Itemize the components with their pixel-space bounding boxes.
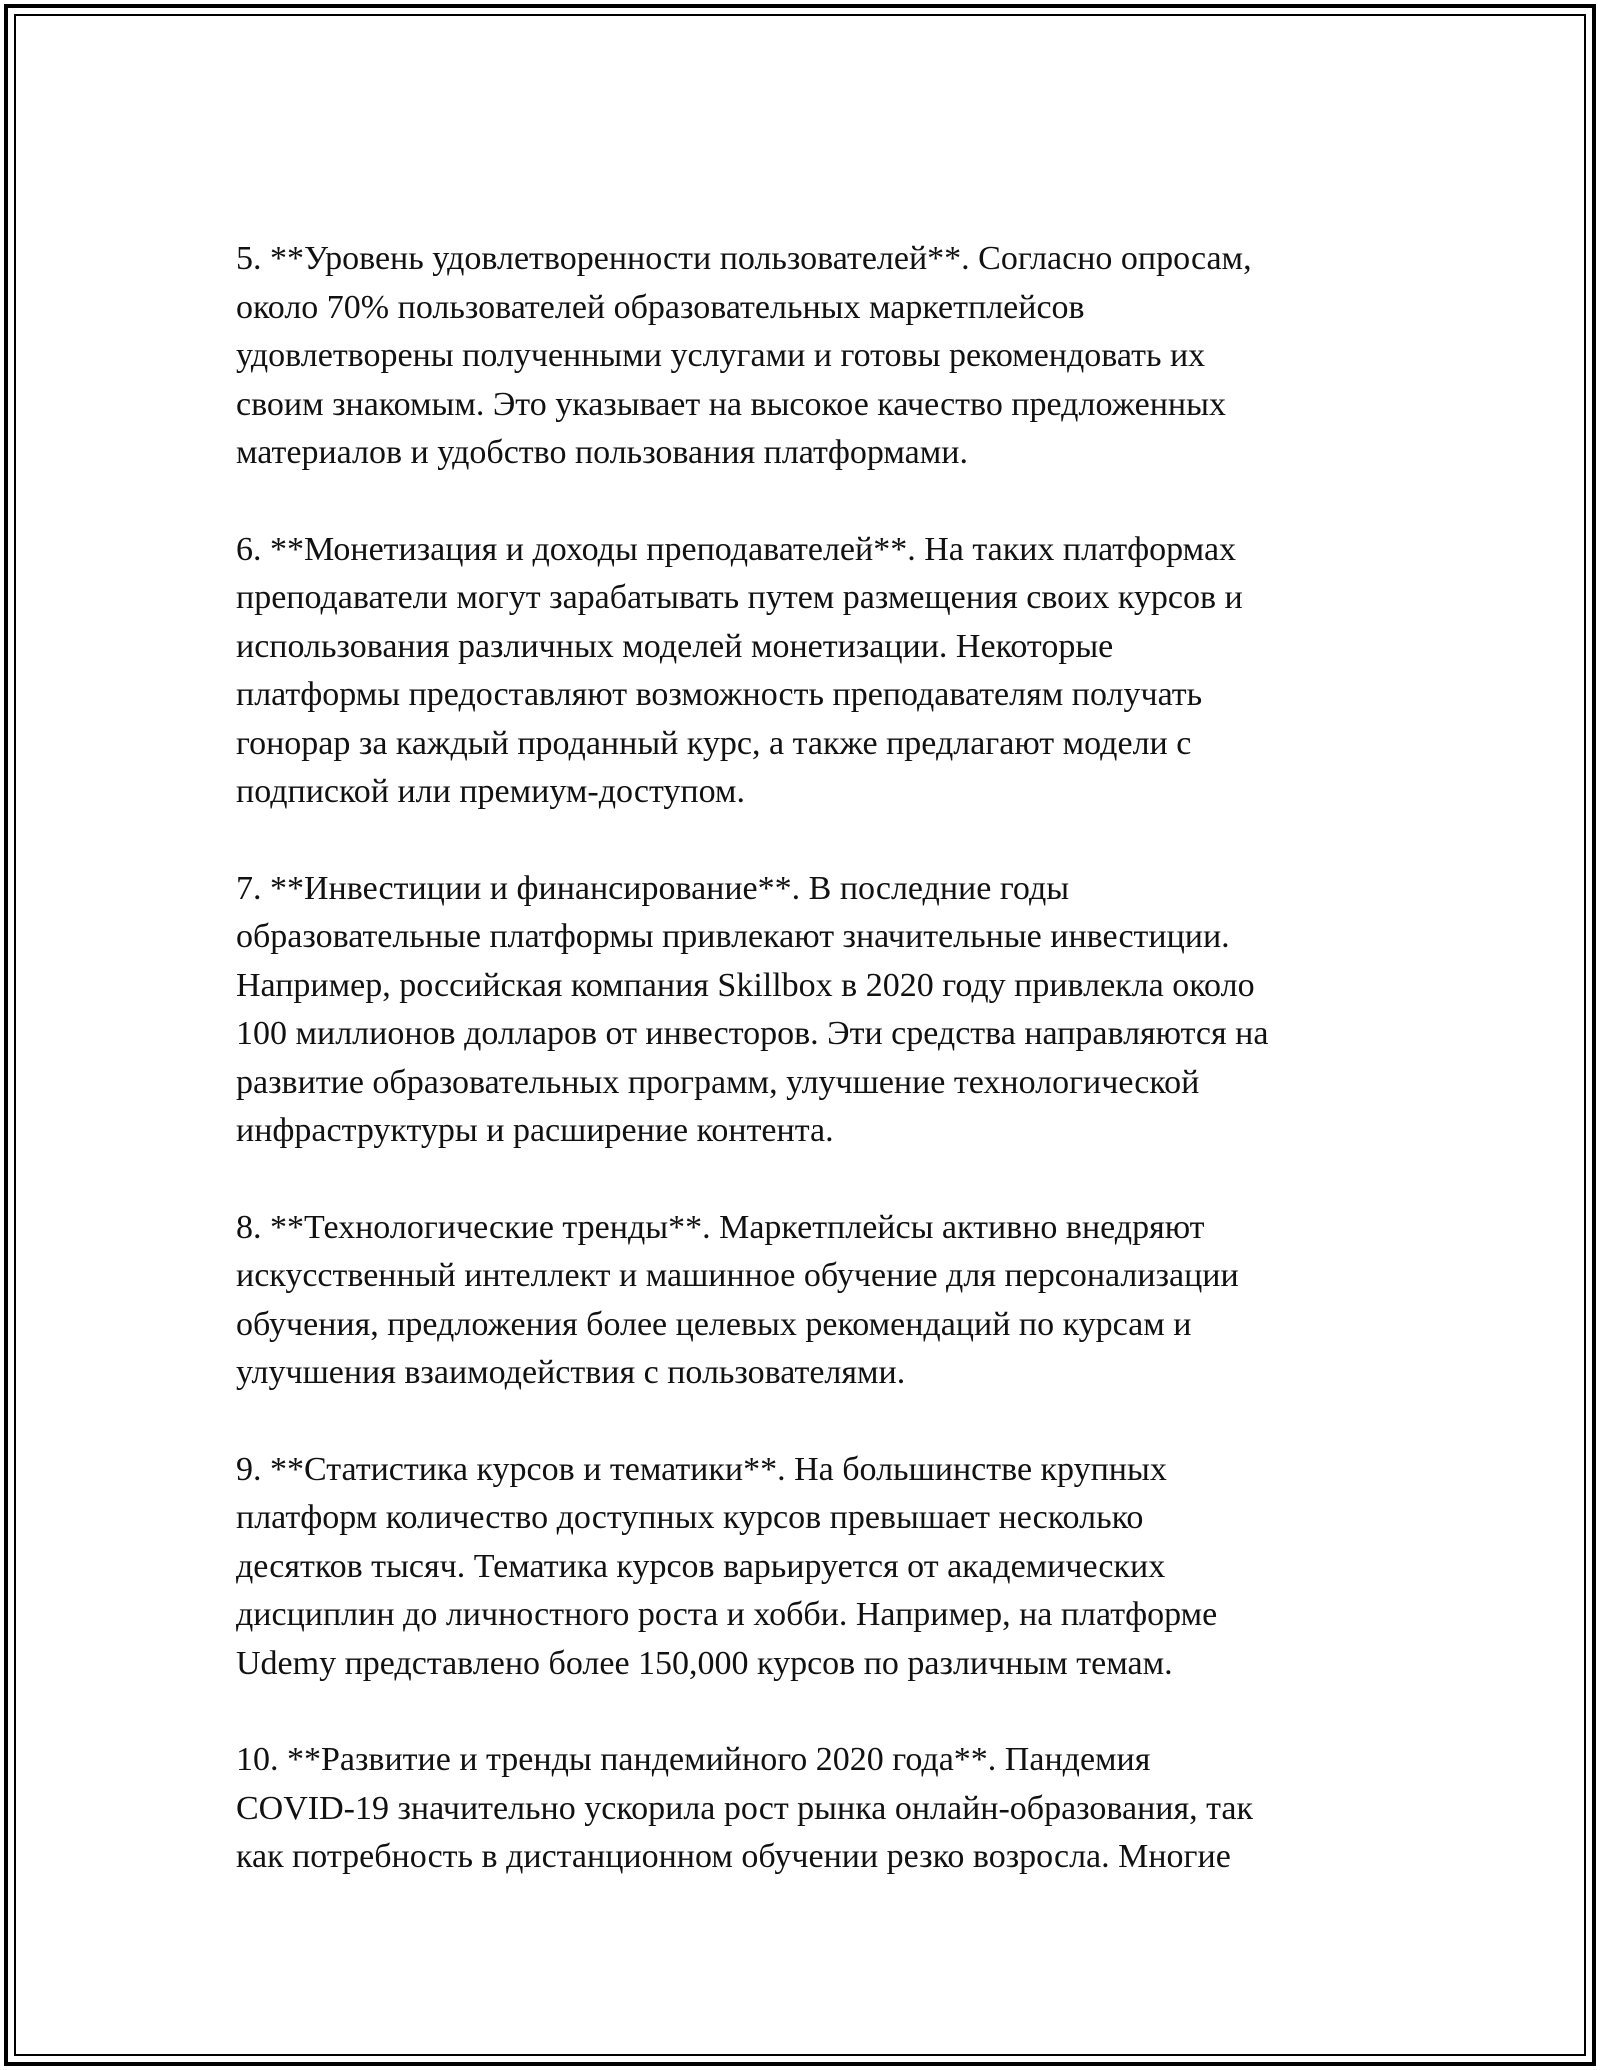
text-line: обучения, предложения более целевых рекомендаций по курсам и [236,1305,1192,1343]
text-line: как потребность в дистанционном обучении резко возросла. Многие [236,1838,1231,1875]
text-line: использования различных моделей монетизации. Некоторые [236,627,1114,665]
paragraph-6-monetization [236,526,1376,817]
paragraph-8-tech-trends [236,1204,1376,1398]
text-line: 8. **Технологические тренды**. Маркетплейсы активно внедряют [236,1208,1205,1246]
text-line: 10. **Развитие и тренды пандемийного 2020 года**. Пандемия [236,1741,1151,1778]
text-line: инфраструктуры и расширение контента. [236,1112,834,1149]
text-line: дисциплин до личностного роста и хобби. Например, на платформе [236,1596,1218,1633]
text-line: платформ количество доступных курсов превышает несколько [236,1499,1144,1536]
text-line: преподаватели могут зарабатывать путем размещения своих курсов и [236,579,1243,616]
text-line: гонорар за каждый проданный курс, а также предлагают модели с [236,724,1192,762]
paragraph-5-satisfaction [236,235,1376,478]
text-line: подпиской или премиум-доступом. [236,773,745,810]
text-line: искусственный интеллект и машинное обучение для персонализации [236,1257,1239,1294]
text-line: Udemy представлено более 150,000 курсов по различным темам. [236,1644,1173,1682]
text-line: развитие образовательных программ, улучшение технологической [236,1063,1200,1101]
paragraph-7-investment [236,865,1376,1156]
text-line: 9. **Статистика курсов и тематики**. На большинстве крупных [236,1450,1167,1488]
text-line: COVID-19 значительно ускорила рост рынка онлайн-образования, так [236,1789,1254,1827]
text-line: около 70% пользователей образовательных маркетплейсов [236,288,1085,326]
text-line: 6. **Монетизация и доходы преподавателей**. На таких платформах [236,530,1237,568]
paragraph-9-course-stats [236,1446,1376,1689]
document-body [236,235,1376,1930]
text-line: десятков тысяч. Тематика курсов варьируется от академических [236,1547,1166,1585]
text-line: 5. **Уровень удовлетворенности пользователей**. Согласно опросам, [236,240,1252,277]
text-line: 100 миллионов долларов от инвесторов. Эти средства направляются на [236,1015,1269,1052]
paragraph-10-pandemic [236,1736,1376,1882]
text-line: материалов и удобство пользования платформами. [236,434,968,471]
text-line: 7. **Инвестиции и финансирование**. В последние годы [236,869,1070,907]
text-line: образовательные платформы привлекают значительные инвестиции. [236,918,1230,955]
text-line: Например, российская компания Skillbox в 2020 году привлекла около [236,966,1255,1004]
text-line: платформы предоставляют возможность преподавателям получать [236,676,1203,713]
text-line: своим знакомым. Это указывает на высокое качество предложенных [236,385,1226,423]
text-line: улучшения взаимодействия с пользователями. [236,1354,906,1391]
text-line: удовлетворены полученными услугами и готовы рекомендовать их [236,337,1206,374]
